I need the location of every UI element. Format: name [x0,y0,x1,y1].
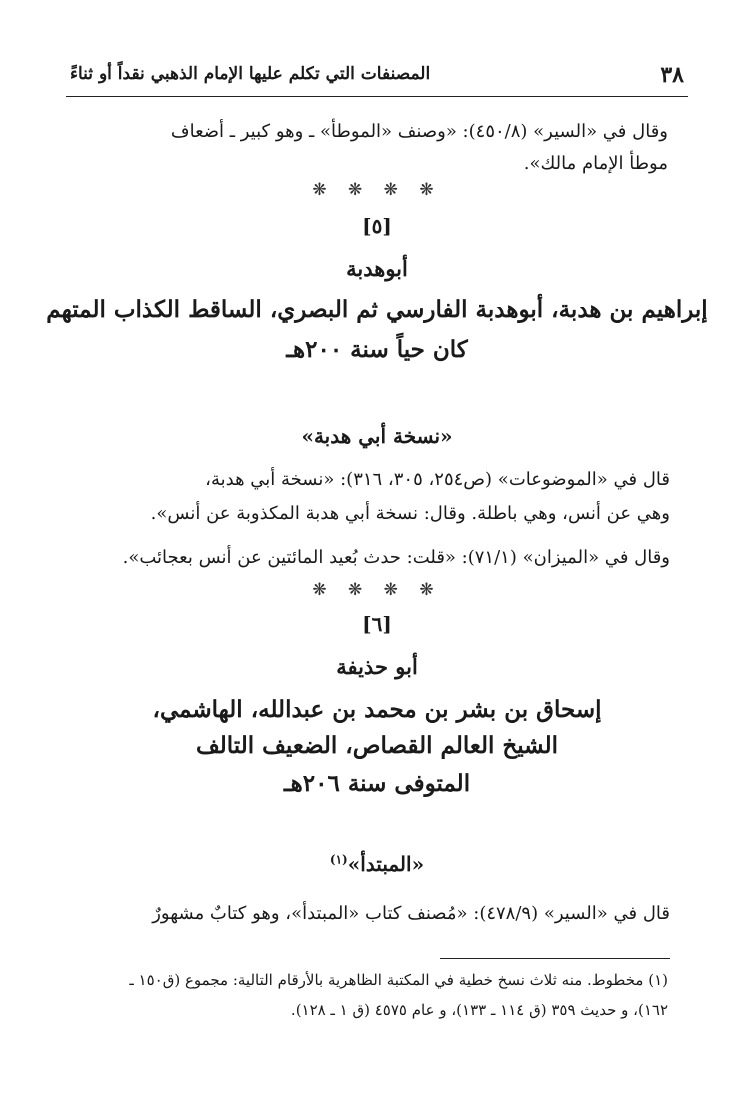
book-title [0,852,754,876]
footnote-marker: (١) [329,852,348,867]
body-line: قال في «الموضوعات» (ص٢٥٤، ٣٠٥، ٣١٦): «نسخة أبي هدبة، [205,469,670,490]
entry-kunya: أبوهدبة [346,256,408,281]
book-title-text: «المبتدأ» [347,852,425,876]
body-line: وقال في «الميزان» (٧١/١): «قلت: حدث بُعيد المائتين عن أنس بعجائب». [122,547,670,568]
entry-bio-line: إبراهيم بن هدبة، أبوهدبة الفارسي ثم البصري، الساقط الكذاب المتهم [46,296,708,323]
footnote-line: (١) مخطوط. منه ثلاث نسخ خطية في المكتبة الظاهرية بالأرقام التالية: مجموع (ق١٥٠ ـ [129,971,668,989]
entry-bio-line: إسحاق بن بشر بن محمد بن عبدالله، الهاشمي، [152,696,602,723]
running-title: المصنفات التي تكلم عليها الإمام الذهبي نقداً أو ثناءً [70,64,431,84]
footnote-line: ١٦٢)، و حديث ٣٥٩ (ق ١١٤ ـ ١٣٣)، و عام ٤٥٧٥ (ق ١ ـ ١٢٨). [290,1001,668,1019]
page-number: ٣٨ [660,62,684,88]
entry-bio-line: كان حياً سنة ٢٠٠هـ [286,336,468,363]
body-line: وهي عن أنس، وهي باطلة. وقال: نسخة أبي هدبة المكذوبة عن أنس». [150,503,670,524]
separator-stars: ❋ ❋ ❋ ❋ [312,580,442,600]
book-title: «نسخة أبي هدبة» [301,424,453,448]
entry-bio-line: المتوفى سنة ٢٠٦هـ [283,770,471,797]
entry-bio-line: الشيخ العالم القصاص، الضعيف التالف [195,732,559,759]
entry-number: [٦] [362,612,392,636]
entry-kunya: أبو حذيفة [336,654,418,679]
body-line: قال في «السير» (٤٧٨/٩): «مُصنف كتاب «المبتدأ»، وهو كتابٌ مشهورٌ [152,903,670,924]
entry-number: [٥] [362,214,392,238]
footnote-divider [440,958,670,959]
intro-line-2: موطأ الإمام مالك». [523,153,668,174]
intro-line-1: وقال في «السير» (٤٥٠/٨): «وصنف «الموطأ» ـ وهو كبير ـ أضعاف [170,121,668,142]
page-header [66,58,688,97]
separator-stars: ❋ ❋ ❋ ❋ [312,180,442,200]
